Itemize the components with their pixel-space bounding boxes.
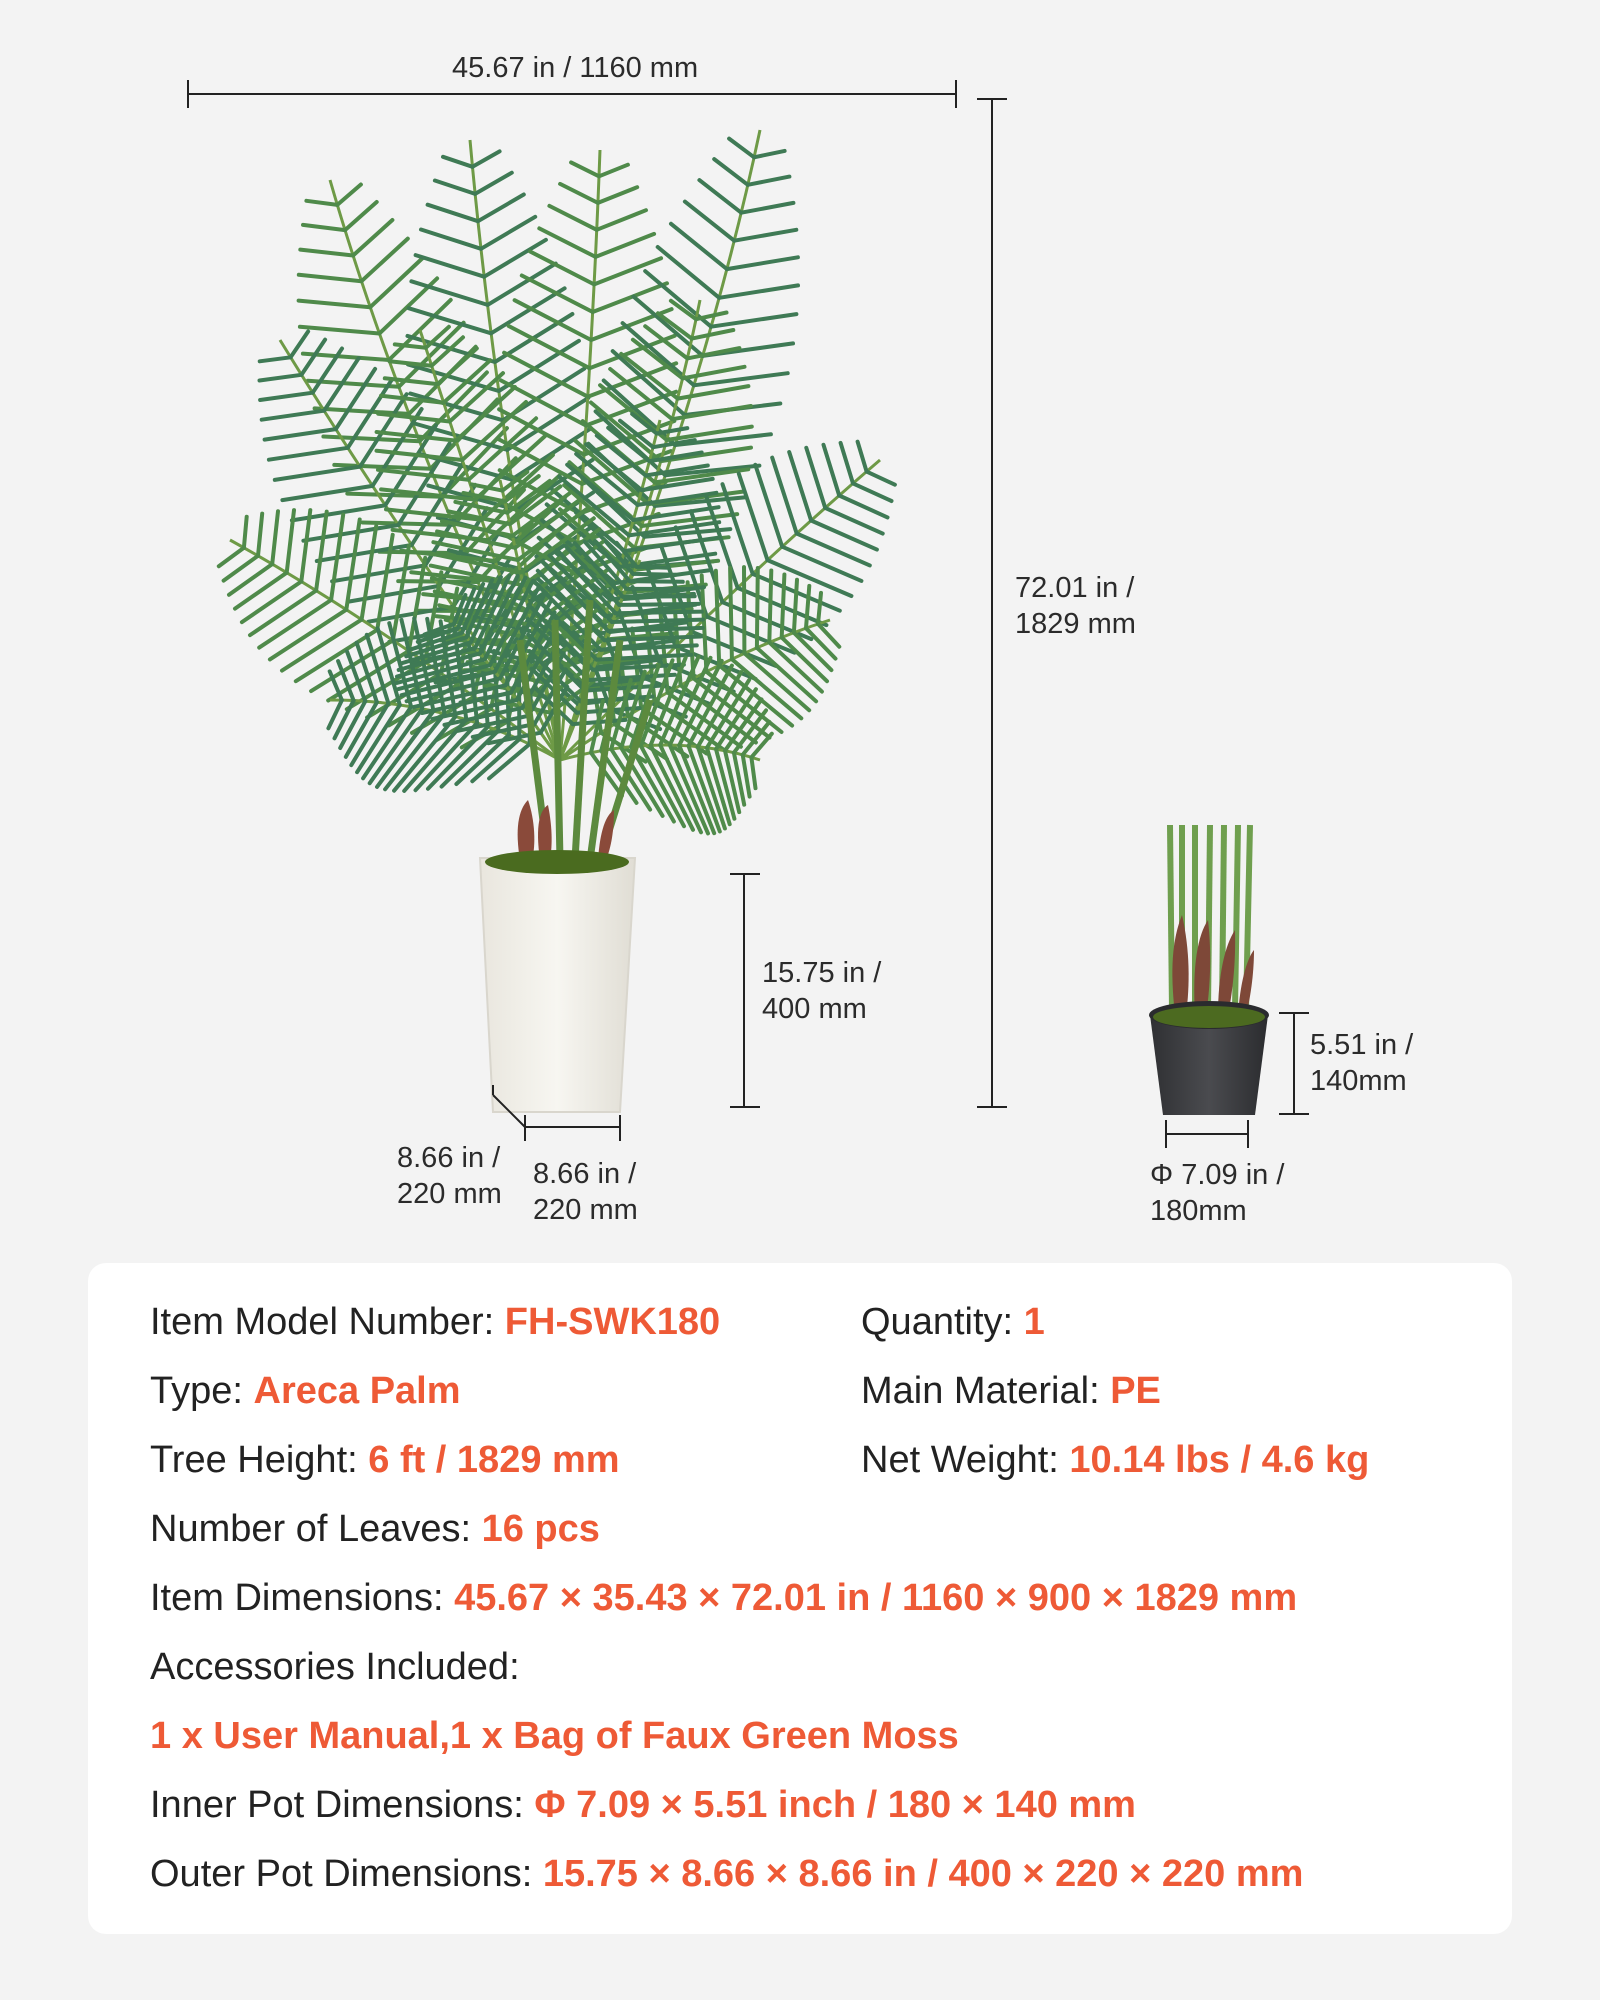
spec-quantity bbox=[861, 1299, 1045, 1345]
spec-card bbox=[88, 1263, 1512, 1934]
spec-accessories-value-text: 1 x User Manual,1 x Bag of Faux Green Moss bbox=[150, 1715, 959, 1757]
spec-type-value: Areca Palm bbox=[253, 1370, 461, 1412]
spec-tree-height-value: 6 ft / 1829 mm bbox=[368, 1439, 620, 1481]
spec-tree-height bbox=[150, 1437, 620, 1483]
width-dimension-line bbox=[187, 93, 957, 95]
spec-leaves bbox=[150, 1506, 600, 1552]
spec-inner-pot bbox=[150, 1782, 1136, 1828]
inner-pot-sheaths bbox=[1172, 915, 1254, 1015]
spec-model-value: FH-SWK180 bbox=[504, 1301, 721, 1343]
inner-pot-height-label-2: 140mm bbox=[1310, 1065, 1407, 1097]
outer-pot-width-label-2: 220 mm bbox=[533, 1194, 638, 1226]
spec-accessories-value bbox=[150, 1713, 959, 1759]
spec-net-weight-label: Net Weight: bbox=[861, 1439, 1070, 1481]
width-dimension-cap-left bbox=[187, 80, 189, 108]
spec-material-label: Main Material: bbox=[861, 1370, 1111, 1412]
spec-accessories-label bbox=[150, 1644, 520, 1690]
spec-leaves-value: 16 pcs bbox=[481, 1508, 600, 1550]
spec-quantity-label: Quantity: bbox=[861, 1301, 1024, 1343]
width-dimension-cap-right bbox=[955, 80, 957, 108]
outer-pot bbox=[480, 850, 635, 1112]
height-dimension-line bbox=[991, 99, 993, 1107]
spec-type bbox=[150, 1368, 461, 1414]
outer-pot-height-line bbox=[743, 873, 745, 1107]
spec-model-label: Item Model Number: bbox=[150, 1301, 505, 1343]
spec-item-dimensions-label: Item Dimensions: bbox=[150, 1577, 455, 1619]
inner-pot-diameter-cap-left bbox=[1165, 1120, 1167, 1148]
inner-pot-height-cap-bottom bbox=[1279, 1113, 1309, 1115]
inner-pot-diameter-cap-right bbox=[1247, 1120, 1249, 1148]
outer-pot-depth-label-2: 220 mm bbox=[397, 1178, 502, 1210]
spec-inner-pot-value: Φ 7.09 × 5.51 inch / 180 × 140 mm bbox=[534, 1784, 1136, 1826]
inner-pot-height-line bbox=[1293, 1012, 1295, 1114]
spec-net-weight bbox=[861, 1437, 1369, 1483]
outer-pot-height-cap-bottom bbox=[730, 1106, 760, 1108]
spec-outer-pot-value: 15.75 × 8.66 × 8.66 in / 400 × 220 × 220 mm bbox=[542, 1853, 1304, 1895]
spec-tree-height-label: Tree Height: bbox=[150, 1439, 369, 1481]
outer-pot-depth-line bbox=[480, 1085, 640, 1145]
inner-pot bbox=[1149, 1001, 1269, 1115]
spec-accessories-label-text: Accessories Included: bbox=[150, 1646, 520, 1688]
spec-item-dimensions-value: 45.67 × 35.43 × 72.01 in / 1160 × 900 × 1829 mm bbox=[454, 1577, 1298, 1619]
inner-pot-diameter-label-2: 180mm bbox=[1150, 1195, 1247, 1227]
spec-item-dimensions bbox=[150, 1575, 1297, 1621]
height-dimension-cap-bottom bbox=[977, 1106, 1007, 1108]
outer-pot-height-label-2: 400 mm bbox=[762, 993, 867, 1025]
spec-quantity-value: 1 bbox=[1023, 1301, 1045, 1343]
width-dimension-label: 45.67 in / 1160 mm bbox=[452, 52, 699, 84]
spec-net-weight-value: 10.14 lbs / 4.6 kg bbox=[1069, 1439, 1370, 1481]
spec-outer-pot-label: Outer Pot Dimensions: bbox=[150, 1853, 543, 1895]
spec-leaves-label: Number of Leaves: bbox=[150, 1508, 482, 1550]
height-dimension-label-1: 72.01 in / bbox=[1015, 572, 1135, 604]
outer-pot-depth-label-1: 8.66 in / bbox=[397, 1142, 501, 1174]
spec-inner-pot-label: Inner Pot Dimensions: bbox=[150, 1784, 535, 1826]
inner-pot-diameter-label-1: Φ 7.09 in / bbox=[1150, 1159, 1285, 1191]
outer-pot-height-cap-top bbox=[730, 873, 760, 875]
spec-material bbox=[861, 1368, 1161, 1414]
outer-pot-width-label-1: 8.66 in / bbox=[533, 1158, 637, 1190]
height-dimension-cap-top bbox=[977, 98, 1007, 100]
spec-type-label: Type: bbox=[150, 1370, 254, 1412]
spec-material-value: PE bbox=[1110, 1370, 1161, 1412]
inner-pot-height-cap-top bbox=[1279, 1012, 1309, 1014]
inner-pot-diameter-line bbox=[1165, 1133, 1249, 1135]
inner-pot-height-label-1: 5.51 in / bbox=[1310, 1029, 1414, 1061]
height-dimension-label-2: 1829 mm bbox=[1015, 608, 1136, 640]
spec-outer-pot bbox=[150, 1851, 1303, 1897]
spec-model bbox=[150, 1299, 720, 1345]
outer-pot-height-label-1: 15.75 in / bbox=[762, 957, 882, 989]
